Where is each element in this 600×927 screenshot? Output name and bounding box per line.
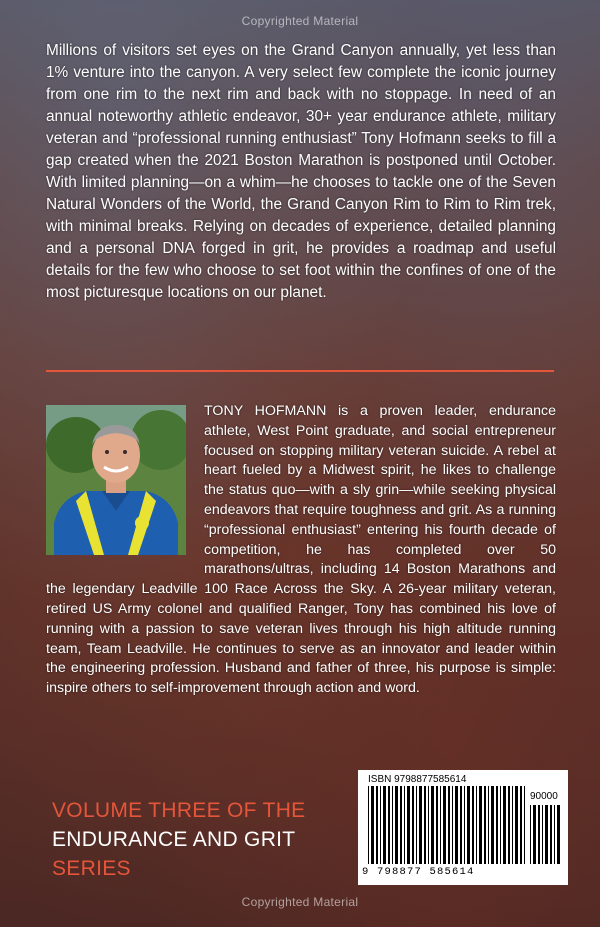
section-divider — [46, 370, 554, 372]
watermark-bottom: Copyrighted Material — [241, 895, 359, 909]
barcode-digits: 9 798877 585614 — [362, 866, 475, 878]
series-volume-line: VOLUME THREE OF THE — [52, 799, 306, 822]
isbn-barcode — [358, 770, 568, 885]
book-blurb: Millions of visitors set eyes on the Grand Canyon annually, yet less than 1% venture into the canyon. A very select few complete the iconic journey from one rim to the next rim and back with no stoppage. In need of an annual noteworthy athletic endeavor, 30+ year endurance athlete, military veteran and “professional running enthusiast” Tony Hofmann seeks to fill a gap created when the 2021 Boston Marathon is postponed until October. With limited planning—on a whim—he chooses to tackle one of the Seven Natural Wonders of the World, the Grand Canyon Rim to Rim to Rim trek, with minimal breaks. Relying on decades of experience, detailed planning and a personal DNA forged in grit, he provides a roadmap and useful details for the few who choose to set foot within the confines of one of the most picturesque locations on our planet. — [46, 42, 556, 301]
isbn-label: ISBN 9798877585614 — [368, 774, 467, 785]
series-word-line: SERIES — [52, 857, 131, 880]
barcode-bars-icon — [368, 786, 528, 864]
author-bio-text: TONY HOFMANN is a proven leader, endurance athlete, West Point graduate, and social entrepreneur focused on stopping military veteran suicide. A rebel at heart fueled by a Midwest spirit, he likes to challenge the status quo—with a sly grin—while seeking physical endeavors that require toughness and grit. As a running “professional enthusiast” entering his fourth decade of competition, he has completed over 50 marathons/ultras, including 14 Boston Marathons and the legendary Leadville 100 Race Across the Sky. A 26-year military veteran, retired US Army colonel and qualified Ranger, Tony has combined his love of running with a passion to save veteran lives through his high altitude running team, Team Leadville. He continues to serve as an innovator and leader within the engineering profession. Husband and father of three, his purpose is simple: inspire others to self-improvement through action and word. — [46, 403, 556, 697]
price-code: 90000 — [530, 791, 558, 802]
series-name-line: ENDURANCE AND GRIT — [52, 828, 296, 851]
watermark-top: Copyrighted Material — [241, 14, 359, 28]
addon-barcode-icon — [530, 805, 562, 864]
series-title — [52, 796, 342, 883]
author-bio — [46, 402, 556, 699]
